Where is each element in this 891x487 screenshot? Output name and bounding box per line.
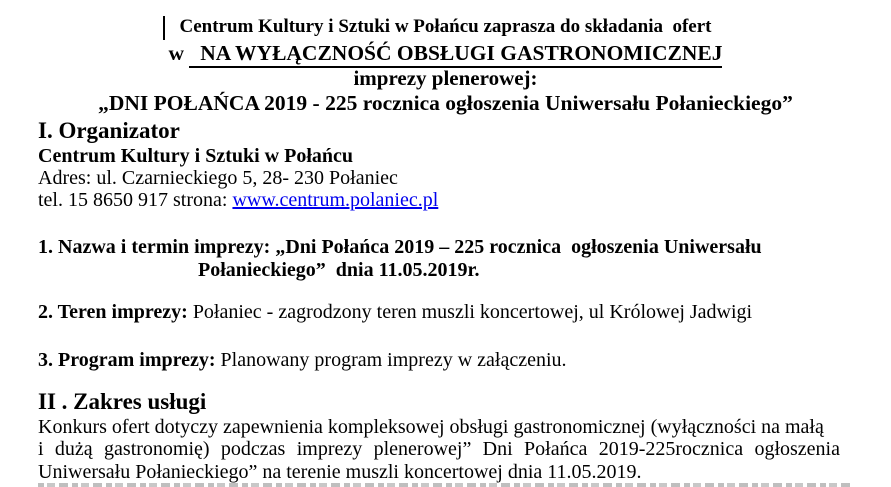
item-2 bbox=[38, 301, 891, 323]
item-3-label: 3. Program imprezy: bbox=[38, 349, 216, 371]
section-2-heading: II . Zakres usługi bbox=[38, 389, 207, 414]
organizer-address: Adres: ul. Czarnieckiego 5, 28- 230 Połaniec bbox=[38, 167, 398, 189]
website-link[interactable]: www.centrum.polaniec.pl bbox=[232, 189, 439, 211]
header-line-2-underlined: NA WYŁĄCZNOŚĆ OBSŁUGI GASTRONOMICZNEJ bbox=[189, 41, 722, 68]
header-line-1: Centrum Kultury i Sztuki w Połańcu zaprasza do składania ofert bbox=[179, 16, 712, 37]
clipped-next-text-line bbox=[38, 483, 850, 487]
item-3 bbox=[38, 349, 891, 371]
section-2-paragraph-line-2: i dużą gastronomię) podczas imprezy plenerowej” Dni Połańca 2019-225rocznica ogłoszenia bbox=[38, 438, 840, 461]
item-2-label: 2. Teren imprezy: bbox=[38, 301, 188, 323]
text-cursor bbox=[163, 16, 165, 40]
item-3-text: Planowany program imprezy w załączeniu. bbox=[215, 349, 567, 371]
item-1-line-2: Połanieckiego” dnia 11.05.2019r. bbox=[198, 259, 480, 281]
section-1-heading: I. Organizator bbox=[38, 118, 180, 143]
item-2-text: Połaniec - zagrodzony teren muszli koncertowej, ul Królowej Jadwigi bbox=[187, 301, 753, 323]
header-line-2-prefix: w bbox=[168, 41, 190, 65]
header-line-3: imprezy plenerowej: bbox=[353, 66, 538, 90]
organizer-contact bbox=[38, 189, 891, 211]
section-2-paragraph-line-1: Konkurs ofert dotyczy zapewnienia kompleksowej obsługi gastronomicznej (wyłączności na małą bbox=[38, 416, 824, 438]
document-title: „DNI POŁAŃCA 2019 - 225 rocznica ogłoszenia Uniwersału Połanieckiego” bbox=[98, 91, 793, 115]
item-1-line-1: 1. Nazwa i termin imprezy: „Dni Połańca 2019 – 225 rocznica ogłoszenia Uniwersału bbox=[38, 236, 762, 258]
header-line-2 bbox=[0, 40, 891, 66]
phone-and-site-label: tel. 15 8650 917 strona: bbox=[38, 189, 233, 211]
organizer-name: Centrum Kultury i Sztuki w Połańcu bbox=[38, 145, 354, 167]
section-2-paragraph-line-3: Uniwersału Połanieckiego” na terenie muszli koncertowej dnia 11.05.2019. bbox=[38, 460, 642, 483]
